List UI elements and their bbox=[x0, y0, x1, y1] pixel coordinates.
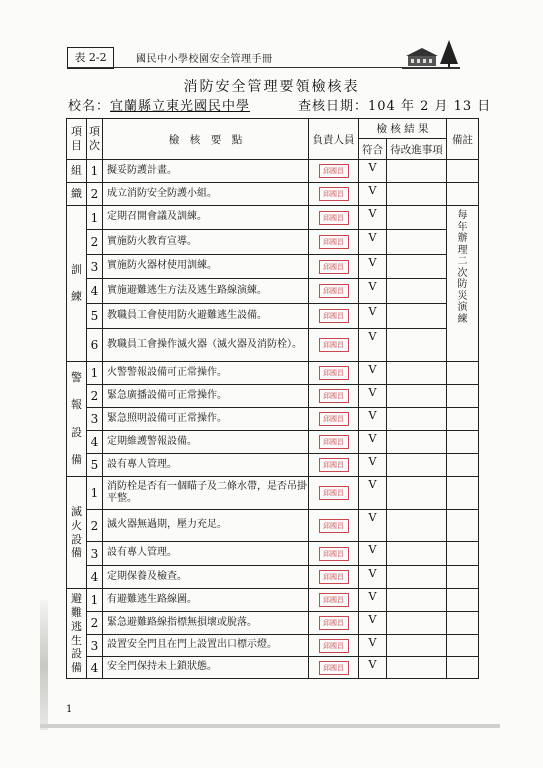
responsible-cell bbox=[309, 329, 359, 362]
check-item: 設有專人管理。 bbox=[103, 454, 309, 477]
remark-cell bbox=[447, 160, 479, 183]
pending-cell bbox=[387, 362, 447, 385]
check-item: 實施防火器材使用訓練。 bbox=[103, 255, 309, 279]
remark-cell bbox=[447, 657, 479, 679]
col-ok: 符合 bbox=[359, 139, 387, 160]
pending-cell bbox=[387, 255, 447, 279]
table-row bbox=[67, 362, 479, 385]
seal-stamp: 邱國昌 bbox=[319, 458, 349, 472]
seal-stamp: 邱國昌 bbox=[319, 389, 349, 403]
item-number: 5 bbox=[87, 454, 103, 477]
category-cell: 組 bbox=[67, 160, 87, 183]
responsible-cell bbox=[309, 510, 359, 542]
item-number: 1 bbox=[87, 362, 103, 385]
responsible-cell bbox=[309, 454, 359, 477]
seal-stamp: 邱國昌 bbox=[319, 284, 349, 298]
col-pending: 待改進事項 bbox=[387, 139, 447, 160]
check-item: 定期召開會議及訓練。 bbox=[103, 206, 309, 230]
seal-stamp: 邱國昌 bbox=[319, 519, 349, 533]
ok-mark: V bbox=[359, 477, 387, 510]
ok-mark: V bbox=[359, 183, 387, 206]
category-cell: 織 bbox=[67, 183, 87, 206]
seal-stamp: 邱國昌 bbox=[319, 338, 349, 352]
pending-cell bbox=[387, 160, 447, 183]
remark-cell bbox=[447, 362, 479, 385]
col-remark: 備註 bbox=[447, 119, 479, 160]
page-footer-bar bbox=[40, 724, 500, 728]
table-row bbox=[67, 183, 479, 206]
remark-cell bbox=[447, 542, 479, 566]
check-item: 定期保養及檢查。 bbox=[103, 566, 309, 589]
seal-stamp: 邱國昌 bbox=[319, 235, 349, 249]
category-cell: 警 報 設 備 bbox=[67, 362, 87, 477]
ok-mark: V bbox=[359, 542, 387, 566]
remark-cell bbox=[447, 612, 479, 635]
col-number: 項次 bbox=[87, 119, 103, 160]
check-item: 消防栓是否有一個瞄子及二條水帶，是否吊掛平整。 bbox=[103, 477, 309, 510]
seal-stamp: 邱國昌 bbox=[319, 366, 349, 380]
seal-stamp: 邱國昌 bbox=[319, 412, 349, 426]
responsible-cell bbox=[309, 385, 359, 408]
check-item: 設有專人管理。 bbox=[103, 542, 309, 566]
seal-stamp: 邱國昌 bbox=[319, 435, 349, 449]
item-number: 1 bbox=[87, 477, 103, 510]
item-number: 4 bbox=[87, 279, 103, 304]
col-category: 項目 bbox=[67, 119, 87, 160]
ok-mark: V bbox=[359, 566, 387, 589]
ok-mark: V bbox=[359, 431, 387, 454]
responsible-cell bbox=[309, 542, 359, 566]
check-item: 實施防火教育宣導。 bbox=[103, 230, 309, 255]
table-row bbox=[67, 657, 479, 679]
ok-mark: V bbox=[359, 454, 387, 477]
check-item: 滅火器無過期，壓力充足。 bbox=[103, 510, 309, 542]
pending-cell bbox=[387, 183, 447, 206]
category-cell: 訓 練 bbox=[67, 206, 87, 362]
table-row bbox=[67, 408, 479, 431]
table-row bbox=[67, 230, 479, 255]
table-row bbox=[67, 612, 479, 635]
remark-cell bbox=[447, 589, 479, 612]
binder-shadow bbox=[40, 600, 48, 730]
seal-stamp: 邱國昌 bbox=[319, 187, 349, 201]
pending-cell bbox=[387, 612, 447, 635]
responsible-cell bbox=[309, 255, 359, 279]
table-row bbox=[67, 510, 479, 542]
remark-cell: 每 年 辦 理 二 次 防 災 演 練 bbox=[447, 206, 479, 362]
check-item: 緊急廣播設備可正常操作。 bbox=[103, 385, 309, 408]
category-cell: 避 難 逃 生 設 備 bbox=[67, 589, 87, 679]
checklist-table bbox=[66, 118, 479, 679]
category-cell: 滅 火 設 備 bbox=[67, 477, 87, 589]
responsible-cell bbox=[309, 635, 359, 657]
check-item: 有避難逃生路線圖。 bbox=[103, 589, 309, 612]
table-row bbox=[67, 279, 479, 304]
pending-cell bbox=[387, 385, 447, 408]
remark-cell bbox=[447, 385, 479, 408]
table-row bbox=[67, 385, 479, 408]
pending-cell bbox=[387, 657, 447, 679]
pending-cell bbox=[387, 454, 447, 477]
item-number: 3 bbox=[87, 255, 103, 279]
check-item: 緊急照明設備可正常操作。 bbox=[103, 408, 309, 431]
responsible-cell bbox=[309, 206, 359, 230]
ok-mark: V bbox=[359, 255, 387, 279]
pending-cell bbox=[387, 477, 447, 510]
seal-stamp: 邱國昌 bbox=[319, 661, 349, 675]
item-number: 2 bbox=[87, 612, 103, 635]
remark-cell bbox=[447, 454, 479, 477]
check-item: 火警警報設備可正常操作。 bbox=[103, 362, 309, 385]
ok-mark: V bbox=[359, 279, 387, 304]
pending-cell bbox=[387, 431, 447, 454]
school-name: 校名：宜蘭縣立東光國民中學 bbox=[68, 99, 251, 114]
table-row bbox=[67, 542, 479, 566]
ok-mark: V bbox=[359, 304, 387, 329]
pending-cell bbox=[387, 206, 447, 230]
check-item: 設置安全門且在門上設置出口標示燈。 bbox=[103, 635, 309, 657]
ok-mark: V bbox=[359, 657, 387, 679]
check-item: 教職員工會使用防火避難逃生設備。 bbox=[103, 304, 309, 329]
page-number: 1 bbox=[66, 704, 73, 715]
responsible-cell bbox=[309, 304, 359, 329]
responsible-cell bbox=[309, 589, 359, 612]
item-number: 4 bbox=[87, 566, 103, 589]
pending-cell bbox=[387, 635, 447, 657]
check-item: 成立消防安全防護小組。 bbox=[103, 183, 309, 206]
remark-cell bbox=[447, 408, 479, 431]
ok-mark: V bbox=[359, 510, 387, 542]
ok-mark: V bbox=[359, 206, 387, 230]
check-item: 定期維護警報設備。 bbox=[103, 431, 309, 454]
col-responsible: 負責人員 bbox=[309, 119, 359, 160]
pending-cell bbox=[387, 230, 447, 255]
item-number: 5 bbox=[87, 304, 103, 329]
check-item: 實施避難逃生方法及逃生路線演練。 bbox=[103, 279, 309, 304]
ok-mark: V bbox=[359, 160, 387, 183]
responsible-cell bbox=[309, 230, 359, 255]
responsible-cell bbox=[309, 566, 359, 589]
seal-stamp: 邱國昌 bbox=[319, 570, 349, 584]
pending-cell bbox=[387, 408, 447, 431]
table-row bbox=[67, 329, 479, 362]
seal-stamp: 邱國昌 bbox=[319, 593, 349, 607]
seal-stamp: 邱國昌 bbox=[319, 309, 349, 323]
ok-mark: V bbox=[359, 230, 387, 255]
responsible-cell bbox=[309, 279, 359, 304]
item-number: 4 bbox=[87, 431, 103, 454]
item-number: 4 bbox=[87, 657, 103, 679]
ok-mark: V bbox=[359, 385, 387, 408]
manual-title: 國民中小學校園安全管理手冊 bbox=[136, 54, 273, 65]
pending-cell bbox=[387, 329, 447, 362]
item-number: 1 bbox=[87, 589, 103, 612]
item-number: 1 bbox=[87, 160, 103, 183]
table-number-tag: 表 2-2 bbox=[67, 47, 114, 69]
seal-stamp: 邱國昌 bbox=[319, 260, 349, 274]
table-row bbox=[67, 255, 479, 279]
table-row bbox=[67, 589, 479, 612]
check-item: 擬妥防護計畫。 bbox=[103, 160, 309, 183]
item-number: 3 bbox=[87, 635, 103, 657]
header-rule bbox=[67, 67, 457, 68]
remark-cell bbox=[447, 431, 479, 454]
item-number: 1 bbox=[87, 206, 103, 230]
responsible-cell bbox=[309, 362, 359, 385]
item-number: 2 bbox=[87, 183, 103, 206]
remark-cell bbox=[447, 510, 479, 542]
ok-mark: V bbox=[359, 635, 387, 657]
check-item: 安全門保持未上鎖狀態。 bbox=[103, 657, 309, 679]
table-row bbox=[67, 431, 479, 454]
school-building-logo-icon bbox=[402, 38, 460, 70]
inspection-date: 查核日期：104 年 2 月 13 日 bbox=[298, 99, 492, 114]
pending-cell bbox=[387, 279, 447, 304]
table-row bbox=[67, 566, 479, 589]
table-row bbox=[67, 206, 479, 230]
seal-stamp: 邱國昌 bbox=[319, 547, 349, 561]
table-row bbox=[67, 454, 479, 477]
remark-cell bbox=[447, 183, 479, 206]
table-row bbox=[67, 635, 479, 657]
check-item: 緊急避難路線指標無損壞或脫落。 bbox=[103, 612, 309, 635]
item-number: 2 bbox=[87, 510, 103, 542]
remark-cell bbox=[447, 635, 479, 657]
pending-cell bbox=[387, 566, 447, 589]
responsible-cell bbox=[309, 431, 359, 454]
pending-cell bbox=[387, 304, 447, 329]
document-title: 消防安全管理要領檢核表 bbox=[183, 79, 360, 95]
ok-mark: V bbox=[359, 408, 387, 431]
responsible-cell bbox=[309, 160, 359, 183]
ok-mark: V bbox=[359, 589, 387, 612]
ok-mark: V bbox=[359, 329, 387, 362]
responsible-cell bbox=[309, 183, 359, 206]
seal-stamp: 邱國昌 bbox=[319, 211, 349, 225]
seal-stamp: 邱國昌 bbox=[319, 164, 349, 178]
remark-cell bbox=[447, 566, 479, 589]
responsible-cell bbox=[309, 657, 359, 679]
remark-cell bbox=[447, 477, 479, 510]
table-row bbox=[67, 160, 479, 183]
seal-stamp: 邱國昌 bbox=[319, 486, 349, 500]
col-result: 檢 核 結 果 bbox=[359, 119, 447, 139]
pending-cell bbox=[387, 542, 447, 566]
item-number: 6 bbox=[87, 329, 103, 362]
responsible-cell bbox=[309, 477, 359, 510]
item-number: 3 bbox=[87, 542, 103, 566]
item-number: 2 bbox=[87, 230, 103, 255]
seal-stamp: 邱國昌 bbox=[319, 639, 349, 653]
pending-cell bbox=[387, 510, 447, 542]
ok-mark: V bbox=[359, 362, 387, 385]
item-number: 3 bbox=[87, 408, 103, 431]
pending-cell bbox=[387, 589, 447, 612]
col-item: 檢 核 要 點 bbox=[103, 119, 309, 160]
item-number: 2 bbox=[87, 385, 103, 408]
responsible-cell bbox=[309, 408, 359, 431]
seal-stamp: 邱國昌 bbox=[319, 616, 349, 630]
table-row bbox=[67, 304, 479, 329]
responsible-cell bbox=[309, 612, 359, 635]
table-row bbox=[67, 477, 479, 510]
check-item: 教職員工會操作滅火器（滅火器及消防栓）。 bbox=[103, 329, 309, 362]
ok-mark: V bbox=[359, 612, 387, 635]
